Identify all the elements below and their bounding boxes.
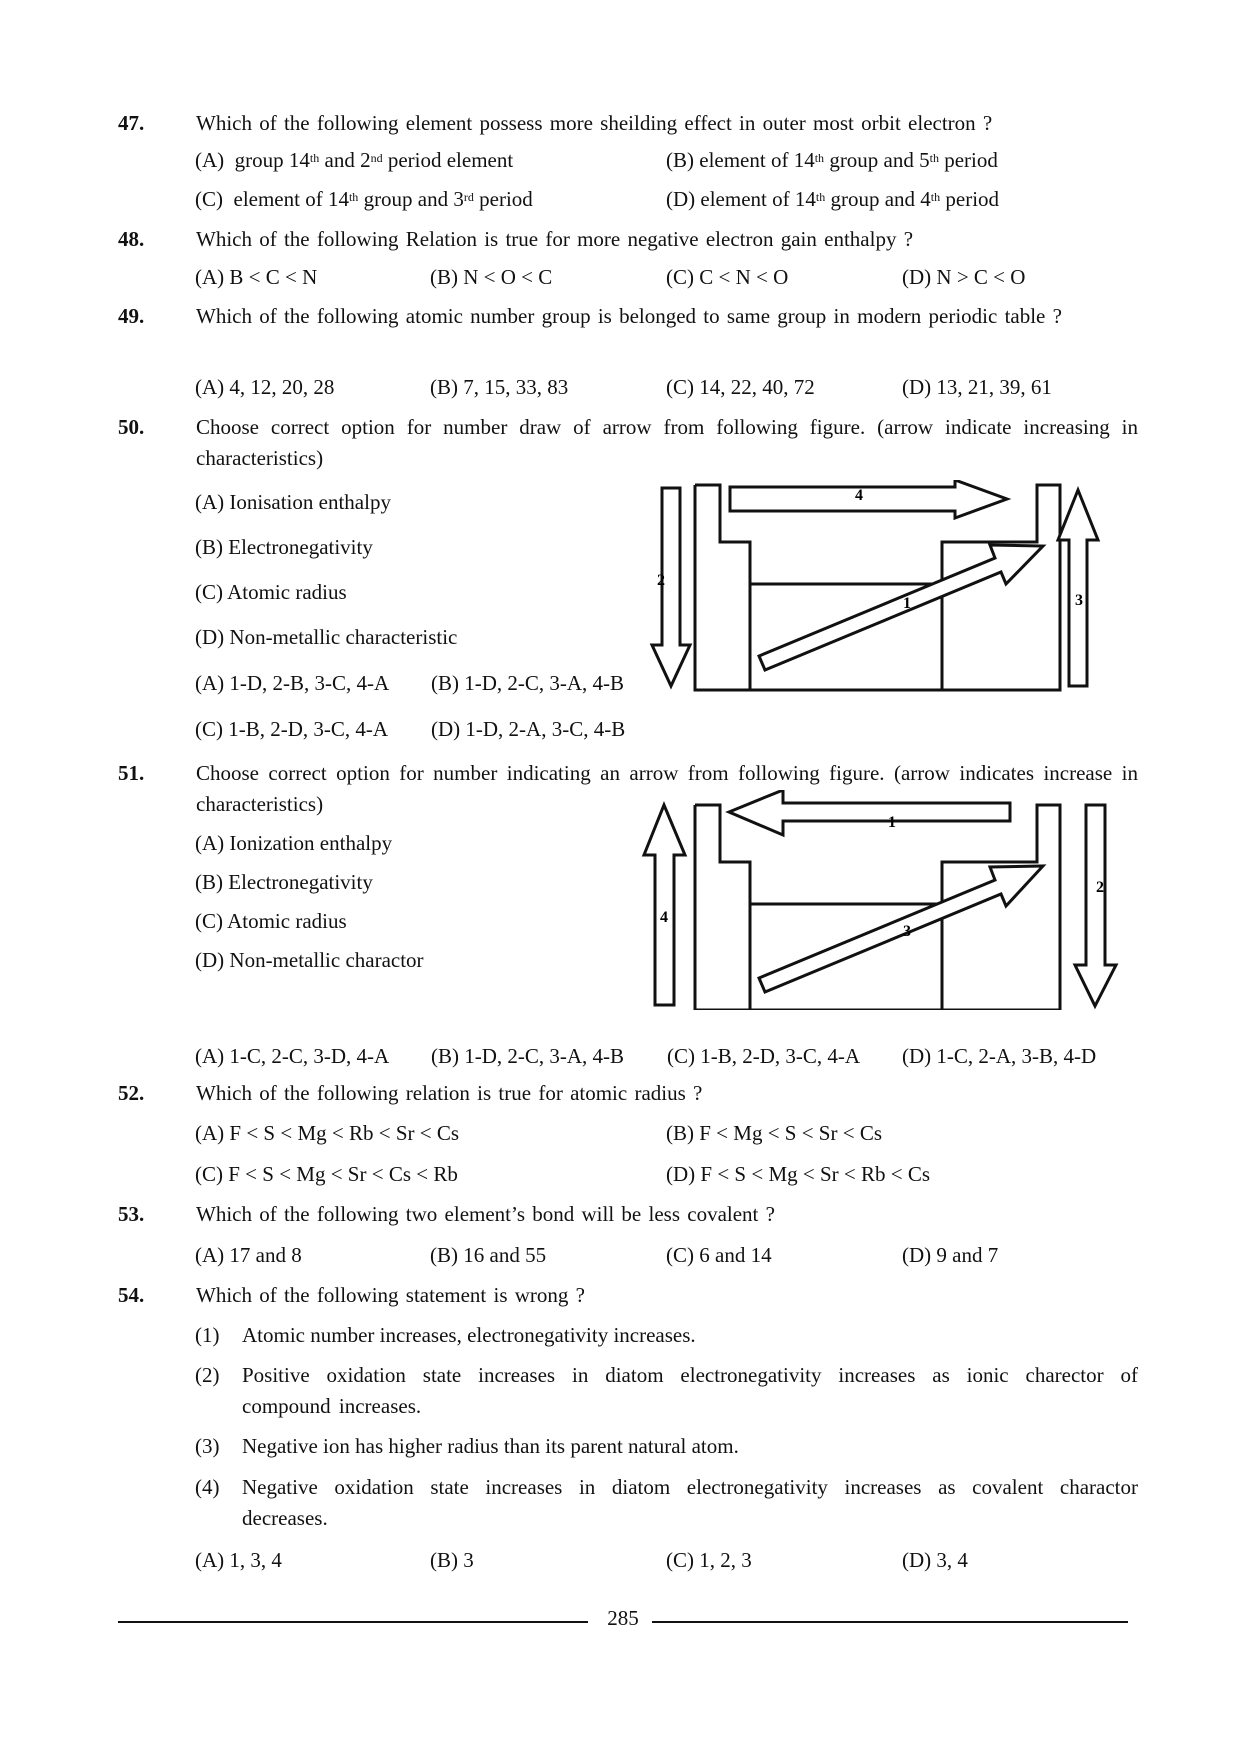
answer-b: (B) 1-D, 2-C, 3-A, 4-B <box>431 671 625 695</box>
arrow-4 <box>644 805 685 1005</box>
statement-text: Negative oxidation state increases in diatom electronegativity increases as covalent charactor decreases. <box>242 1475 1138 1530</box>
table-outline <box>695 485 1060 690</box>
statement-number: (1) <box>195 1323 220 1347</box>
option-c: (C) 14, 22, 40, 72 <box>666 375 815 399</box>
option-c: (C) C < N < O <box>666 265 789 289</box>
option-a: (A) group 14th and 2nd period element <box>195 148 514 172</box>
statement-number: (4) <box>195 1475 220 1499</box>
arrow-1 <box>729 790 1010 835</box>
option-d: (D) element of 14th group and 4th period <box>666 187 1000 211</box>
item-d: (D) Non-metallic characteristic <box>195 625 458 649</box>
item-b: (B) Electronegativity <box>195 535 373 559</box>
question-number: 48. <box>118 227 145 251</box>
statement-number: (2) <box>195 1363 220 1387</box>
arrow-2 <box>1075 805 1116 1006</box>
question-52 <box>118 1078 1138 1118</box>
statement-4 <box>195 1472 1138 1534</box>
question-53 <box>118 1199 1138 1239</box>
statement-3 <box>195 1431 1138 1462</box>
item-b: (B) Electronegativity <box>195 870 373 894</box>
statement-2 <box>195 1360 1138 1422</box>
option-a: (A) B < C < N <box>195 265 318 289</box>
answer-d: (D) 1-D, 2-A, 3-C, 4-B <box>431 717 626 741</box>
question-number: 50. <box>118 415 145 439</box>
option-c: (C) F < S < Mg < Sr < Cs < Rb <box>195 1162 458 1186</box>
arrow-2-label: 2 <box>657 572 665 589</box>
footer-rule-right <box>652 1621 1128 1623</box>
option-d: (D) 13, 21, 39, 61 <box>902 375 1052 399</box>
arrow-4-label: 4 <box>660 909 668 926</box>
option-a: (A) F < S < Mg < Rb < Sr < Cs <box>195 1121 460 1145</box>
answer-d: (D) 1-C, 2-A, 3-B, 4-D <box>902 1044 1097 1068</box>
footer-rule-left <box>118 1621 588 1623</box>
periodic-table-arrow-figure-50 <box>635 480 1135 700</box>
statement-text: Positive oxidation state increases in diatom electronegativity increases as ionic charector of compound increases. <box>242 1363 1138 1418</box>
question-text: Choose correct option for number draw of arrow from following figure. (arrow indicate increasing in characteristics) <box>196 415 1138 470</box>
periodic-table-arrow-figure-51 <box>635 790 1135 1010</box>
item-a: (A) Ionization enthalpy <box>195 831 393 855</box>
option-a: (A) 17 and 8 <box>195 1243 302 1267</box>
question-number: 52. <box>118 1081 145 1105</box>
option-c: (C) element of 14th group and 3rd period <box>195 187 533 211</box>
question-number: 47. <box>118 111 145 135</box>
option-a: (A) 4, 12, 20, 28 <box>195 375 335 399</box>
option-d: (D) 3, 4 <box>902 1548 968 1572</box>
arrow-2-label: 2 <box>1096 879 1104 896</box>
statement-text: Atomic number increases, electronegativity increases. <box>242 1323 696 1347</box>
answer-c: (C) 1-B, 2-D, 3-C, 4-A <box>667 1044 861 1068</box>
question-54 <box>118 1280 1138 1320</box>
answer-a: (A) 1-D, 2-B, 3-C, 4-A <box>195 671 390 695</box>
question-number: 51. <box>118 761 145 785</box>
question-48 <box>118 224 1138 264</box>
question-text: Which of the following Relation is true for more negative electron gain enthalpy ? <box>196 227 914 251</box>
question-text: Which of the following element possess more sheilding effect in outer most orbit electron ? <box>196 111 993 135</box>
option-b: (B) F < Mg < S < Sr < Cs <box>666 1121 882 1145</box>
statement-1 <box>195 1320 1138 1351</box>
arrow-1-label: 1 <box>903 595 911 612</box>
option-c: (C) 1, 2, 3 <box>666 1548 752 1572</box>
arrow-3-label: 3 <box>1075 592 1083 609</box>
arrow-3 <box>759 866 1043 992</box>
option-b: (B) element of 14th group and 5th period <box>666 148 998 172</box>
arrow-3-label: 3 <box>903 923 911 940</box>
option-d: (D) 9 and 7 <box>902 1243 999 1267</box>
answer-a: (A) 1-C, 2-C, 3-D, 4-A <box>195 1044 390 1068</box>
arrow-1 <box>759 545 1043 670</box>
option-d: (D) N > C < O <box>902 265 1026 289</box>
arrow-1-label: 1 <box>888 814 896 831</box>
answer-c: (C) 1-B, 2-D, 3-C, 4-A <box>195 717 389 741</box>
question-text: Which of the following relation is true for atomic radius ? <box>196 1081 703 1105</box>
option-a: (A) 1, 3, 4 <box>195 1548 282 1572</box>
option-b: (B) 16 and 55 <box>430 1243 547 1267</box>
option-b: (B) N < O < C <box>430 265 553 289</box>
arrow-3 <box>1058 490 1098 686</box>
item-c: (C) Atomic radius <box>195 580 347 604</box>
question-text: Choose correct option for number indicating an arrow from following figure. (arrow indicates increase in characteristics) <box>196 761 1138 816</box>
question-text: Which of the following atomic number group is belonged to same group in modern periodic table ? <box>196 304 1062 328</box>
item-a: (A) Ionisation enthalpy <box>195 490 391 514</box>
arrow-4 <box>730 480 1007 518</box>
question-text: Which of the following two element’s bond will be less covalent ? <box>196 1202 775 1226</box>
question-text: Which of the following statement is wrong ? <box>196 1283 585 1307</box>
question-number: 53. <box>118 1202 145 1226</box>
page-number: 285 <box>607 1606 639 1630</box>
item-d: (D) Non-metallic charactor <box>195 948 424 972</box>
question-50 <box>118 412 1138 482</box>
option-b: (B) 3 <box>430 1548 474 1572</box>
question-number: 54. <box>118 1283 145 1307</box>
item-c: (C) Atomic radius <box>195 909 347 933</box>
option-b: (B) 7, 15, 33, 83 <box>430 375 569 399</box>
answer-b: (B) 1-D, 2-C, 3-A, 4-B <box>431 1044 625 1068</box>
question-49 <box>118 301 1138 371</box>
arrow-4-label: 4 <box>855 487 863 504</box>
option-c: (C) 6 and 14 <box>666 1243 772 1267</box>
statement-number: (3) <box>195 1434 220 1458</box>
question-number: 49. <box>118 304 145 328</box>
option-d: (D) F < S < Mg < Sr < Rb < Cs <box>666 1162 931 1186</box>
statement-text: Negative ion has higher radius than its parent natural atom. <box>242 1434 739 1458</box>
